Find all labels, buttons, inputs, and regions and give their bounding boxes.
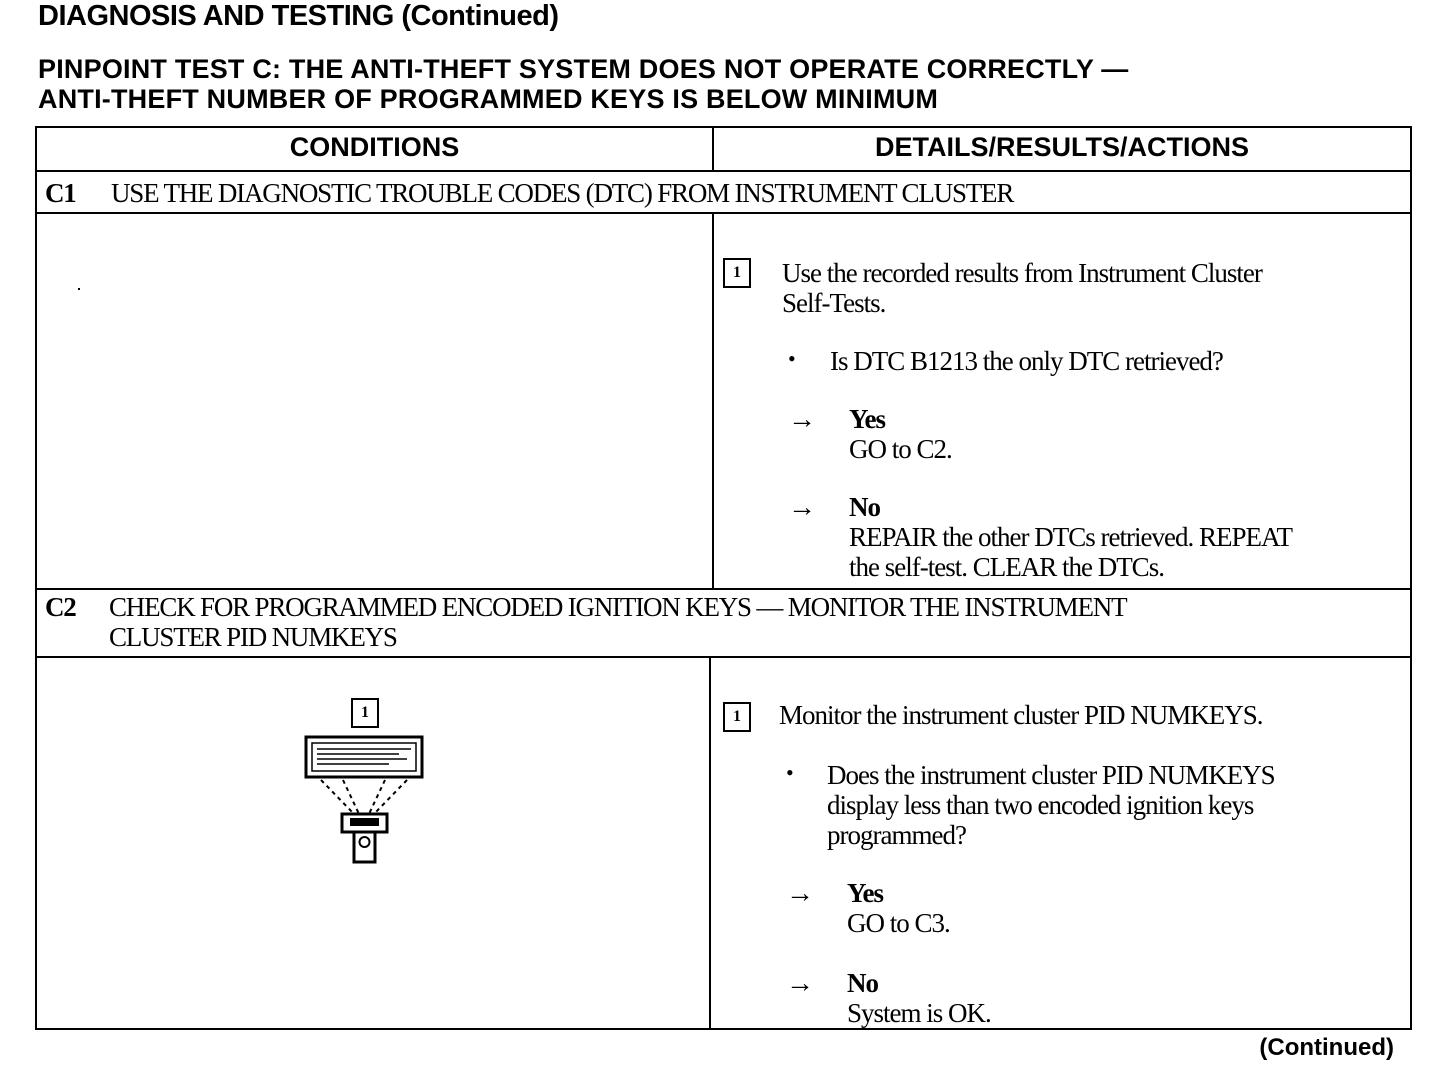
action-text: Monitor the instrument cluster PID NUMKEYS. [779, 700, 1263, 730]
yes-label: Yes [847, 878, 883, 908]
arrow-right-icon: → [788, 404, 816, 435]
question-line: Does the instrument cluster PID NUMKEYS [827, 760, 1275, 790]
question-line: programmed? [827, 820, 966, 850]
no-result [847, 968, 991, 1028]
action-number-box: 1 [723, 258, 751, 288]
step-id: C1 [45, 178, 76, 208]
arrow-right-icon: → [786, 968, 814, 999]
step-c1-header [45, 178, 1405, 210]
arrow-right-icon: → [786, 878, 814, 909]
pinpoint-test-table [35, 126, 1412, 1030]
continued-label: (Continued) [1259, 1034, 1394, 1061]
question-text [827, 760, 1275, 850]
bullet-icon: • [788, 346, 796, 371]
heading-line-1: PINPOINT TEST C: THE ANTI-THEFT SYSTEM DOES NOT OPERATE CORRECTLY — [38, 54, 1129, 84]
row-divider [37, 170, 1410, 172]
no-action-line: REPAIR the other DTCs retrieved. REPEAT [849, 522, 1292, 552]
column-header-details: DETAILS/RESULTS/ACTIONS [874, 132, 1249, 162]
scan-tool-icon [299, 734, 429, 866]
step-title [109, 592, 1126, 652]
column-header-conditions: CONDITIONS [289, 132, 460, 162]
yes-action: GO to C3. [847, 908, 950, 938]
yes-result [847, 878, 950, 938]
page-title: DIAGNOSIS AND TESTING (Continued) [38, 0, 559, 32]
action-text [782, 258, 1262, 318]
yes-label: Yes [849, 404, 885, 434]
yes-result [849, 404, 952, 464]
bullet-icon: • [786, 760, 794, 785]
no-action: System is OK. [847, 998, 991, 1028]
pinpoint-test-heading [38, 54, 1128, 114]
row-divider [37, 588, 1410, 590]
step-title: USE THE DIAGNOSTIC TROUBLE CODES (DTC) FROM INSTRUMENT CLUSTER [111, 178, 1014, 208]
column-divider [712, 212, 714, 588]
arrow-right-icon: → [788, 492, 816, 523]
action-line: Self-Tests. [782, 288, 886, 318]
no-label: No [847, 968, 878, 998]
yes-action: GO to C2. [849, 434, 952, 464]
no-result [849, 492, 1292, 582]
no-label: No [849, 492, 880, 522]
step-title-line: CLUSTER PID NUMKEYS [109, 622, 397, 652]
question-text: Is DTC B1213 the only DTC retrieved? [830, 346, 1223, 376]
step-id: C2 [45, 592, 76, 622]
no-action-line: the self-test. CLEAR the DTCs. [849, 552, 1164, 582]
stray-dot [78, 288, 80, 290]
column-divider [709, 656, 711, 1030]
step-title-line: CHECK FOR PROGRAMMED ENCODED IGNITION KEYS — MONITOR THE INSTRUMENT [109, 592, 1127, 622]
step-c2-header [45, 592, 1405, 656]
action-number-box: 1 [723, 702, 751, 732]
row-divider [37, 656, 1410, 658]
row-divider [37, 212, 1410, 214]
action-line: Use the recorded results from Instrument Cluster [782, 258, 1262, 288]
question-line: display less than two encoded ignition keys [827, 790, 1254, 820]
figure-number-box: 1 [351, 698, 379, 728]
heading-line-2: ANTI-THEFT NUMBER OF PROGRAMMED KEYS IS BELOW MINIMUM [38, 84, 939, 114]
